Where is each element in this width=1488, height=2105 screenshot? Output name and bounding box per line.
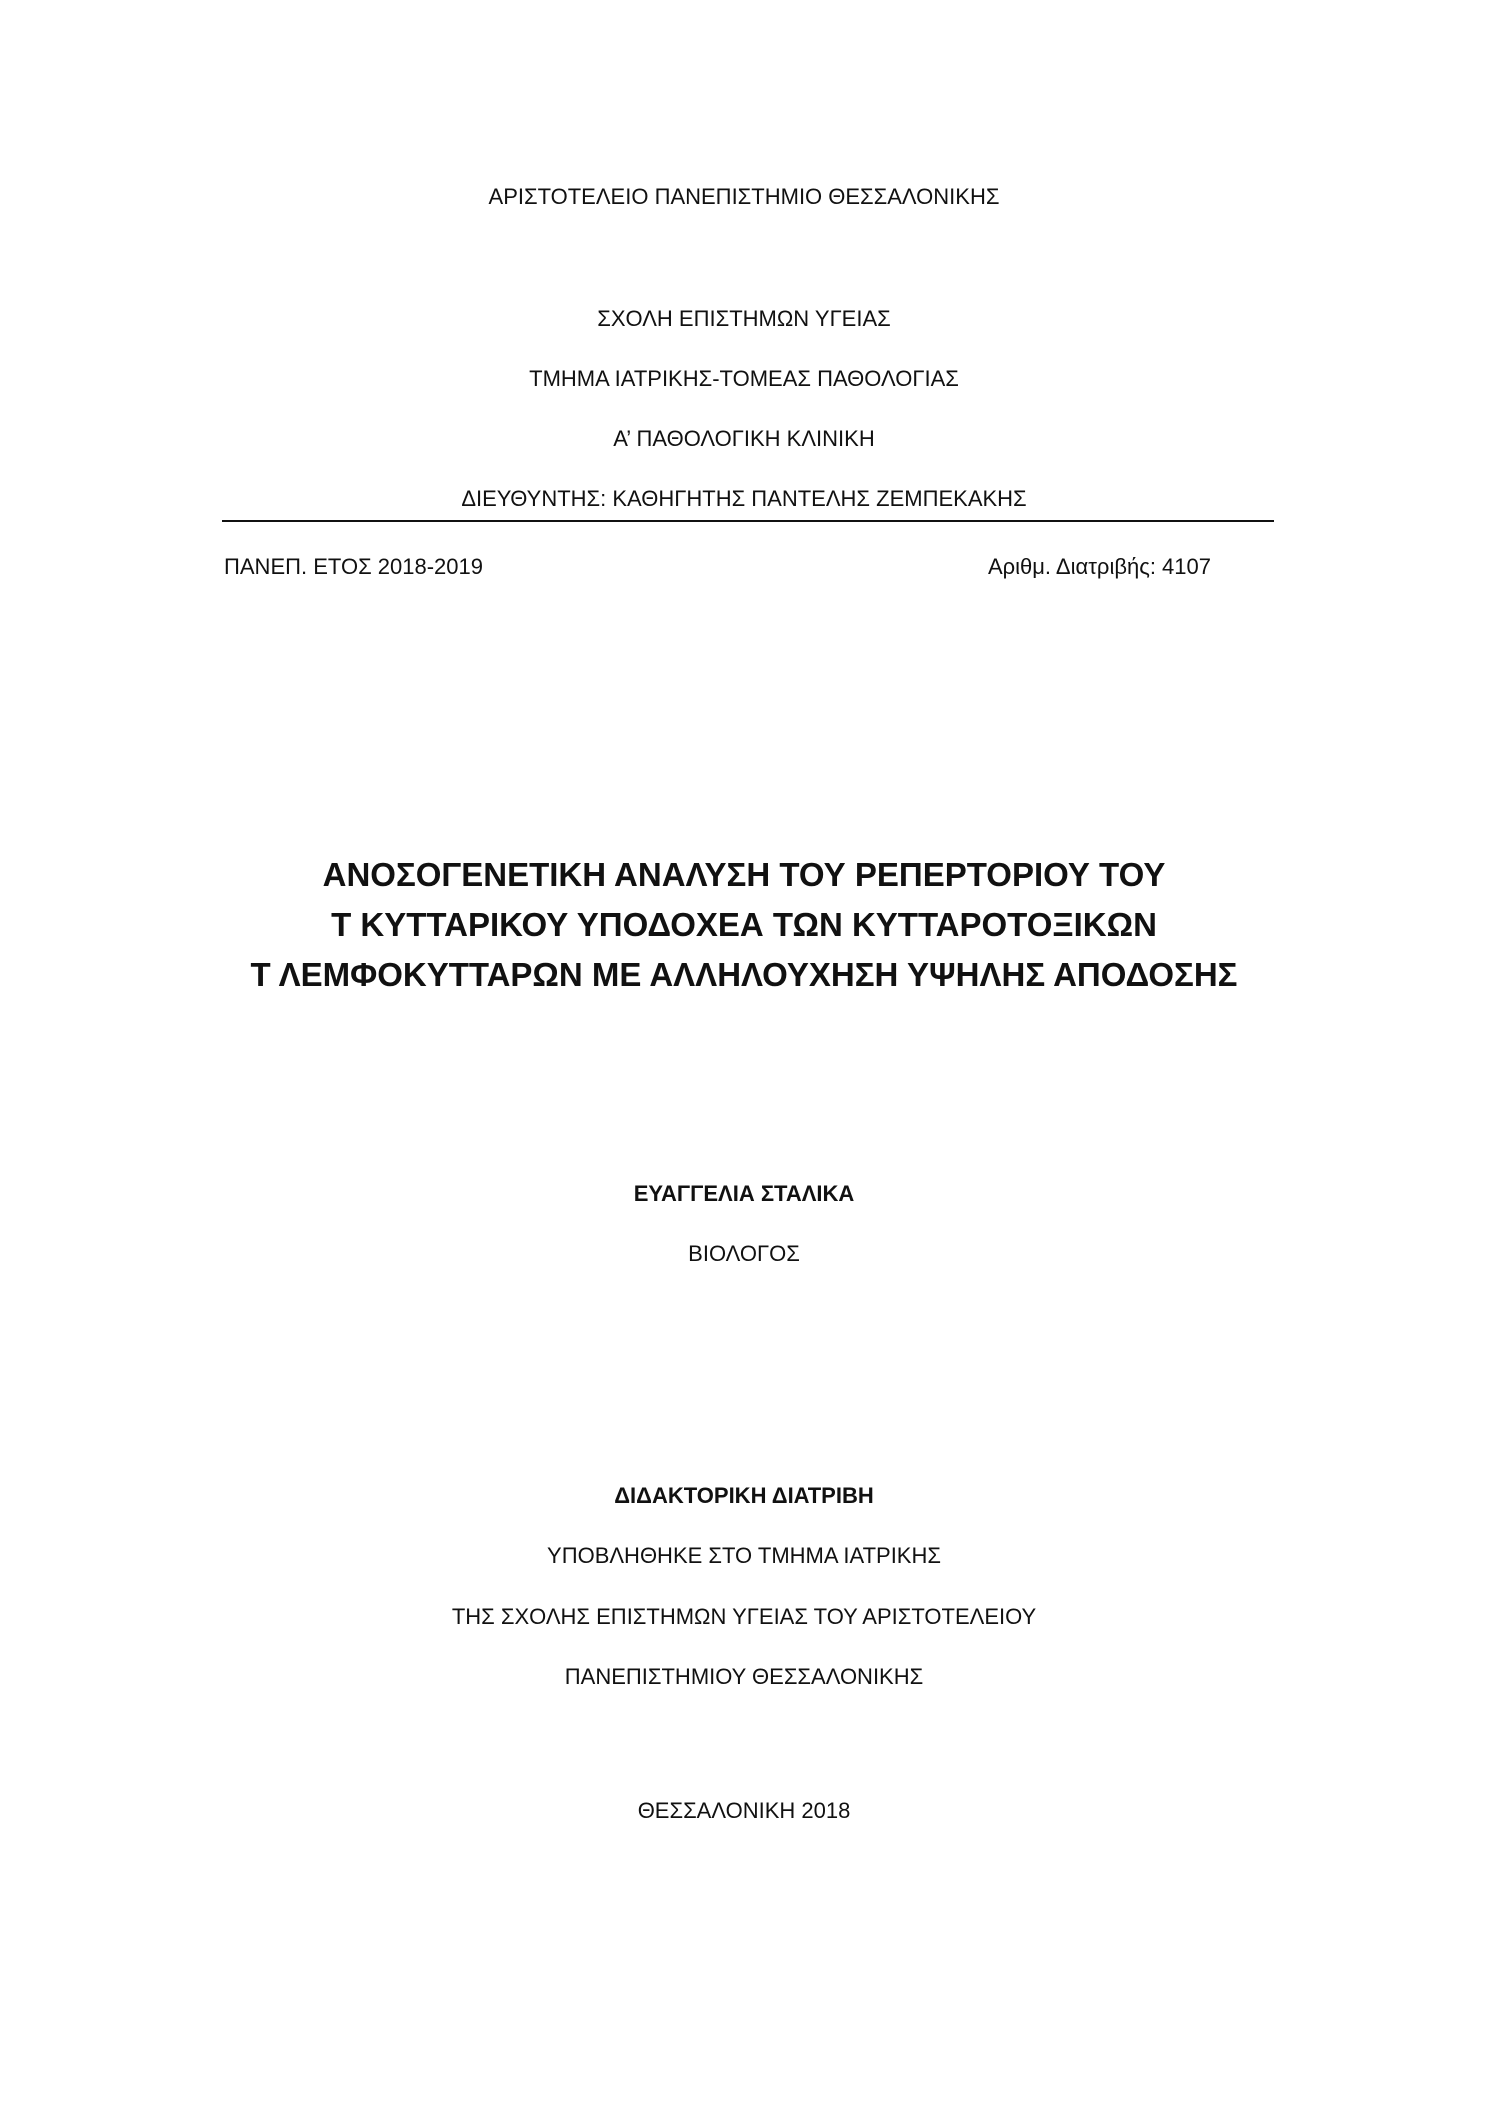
thesis-title-line-1: ΑΝΟΣΟΓΕΝΕΤΙΚΗ ΑΝΑΛΥΣΗ ΤΟΥ ΡΕΠΕΡΤΟΡΙΟΥ ΤΟΥ [322, 856, 1166, 893]
department-name: ΤΜΗΜΑ ΙΑΤΡΙΚΗΣ-ΤΟΜΕΑΣ ΠΑΘΟΛΟΓΙΑΣ [529, 366, 959, 391]
author-profession: ΒΙΟΛΟΓΟΣ [688, 1241, 800, 1266]
university-name: ΑΡΙΣΤΟΤΕΛΕΙΟ ΠΑΝΕΠΙΣΤΗΜΙΟ ΘΕΣΣΑΛΟΝΙΚΗΣ [488, 184, 1000, 209]
thesis-title-line-3: Τ ΛΕΜΦΟΚΥΤΤΑΡΩΝ ΜΕ ΑΛΛΗΛΟΥΧΗΣΗ ΥΨΗΛΗΣ ΑΠΟΔΟΣΗΣ [250, 956, 1238, 993]
header-divider [222, 520, 1274, 522]
school-name: ΣΧΟΛΗ ΕΠΙΣΤΗΜΩΝ ΥΓΕΙΑΣ [597, 306, 891, 331]
academic-year: ΠΑΝΕΠ. ΕΤΟΣ 2018-2019 [224, 554, 483, 579]
clinic-name: Α’ ΠΑΘΟΛΟΓΙΚΗ ΚΛΙΝΙΚΗ [613, 426, 875, 451]
thesis-type: ΔΙΔΑΚΤΟΡΙΚΗ ΔΙΑΤΡΙΒΗ [614, 1483, 874, 1508]
submission-line-2: ΤΗΣ ΣΧΟΛΗΣ ΕΠΙΣΤΗΜΩΝ ΥΓΕΙΑΣ ΤΟΥ ΑΡΙΣΤΟΤΕΛΕΙΟΥ [451, 1604, 1037, 1629]
director-line: ΔΙΕΥΘΥΝΤΗΣ: ΚΑΘΗΓΗΤΗΣ ΠΑΝΤΕΛΗΣ ΖΕΜΠΕΚΑΚΗΣ [461, 486, 1027, 511]
thesis-number: Αριθμ. Διατριβής: 4107 [987, 554, 1211, 579]
place-year: ΘΕΣΣΑΛΟΝΙΚΗ 2018 [637, 1798, 851, 1823]
submission-line-3: ΠΑΝΕΠΙΣΤΗΜΙΟΥ ΘΕΣΣΑΛΟΝΙΚΗΣ [564, 1664, 924, 1689]
submission-line-1: ΥΠΟΒΛΗΘΗΚΕ ΣΤΟ ΤΜΗΜΑ ΙΑΤΡΙΚΗΣ [547, 1543, 941, 1568]
author-name: ΕΥΑΓΓΕΛΙΑ ΣΤΑΛΙΚΑ [633, 1181, 855, 1206]
thesis-title-line-2: Τ ΚΥΤΤΑΡΙΚΟΥ ΥΠΟΔΟΧΕΑ ΤΩΝ ΚΥΤΤΑΡΟΤΟΞΙΚΩΝ [331, 906, 1157, 943]
